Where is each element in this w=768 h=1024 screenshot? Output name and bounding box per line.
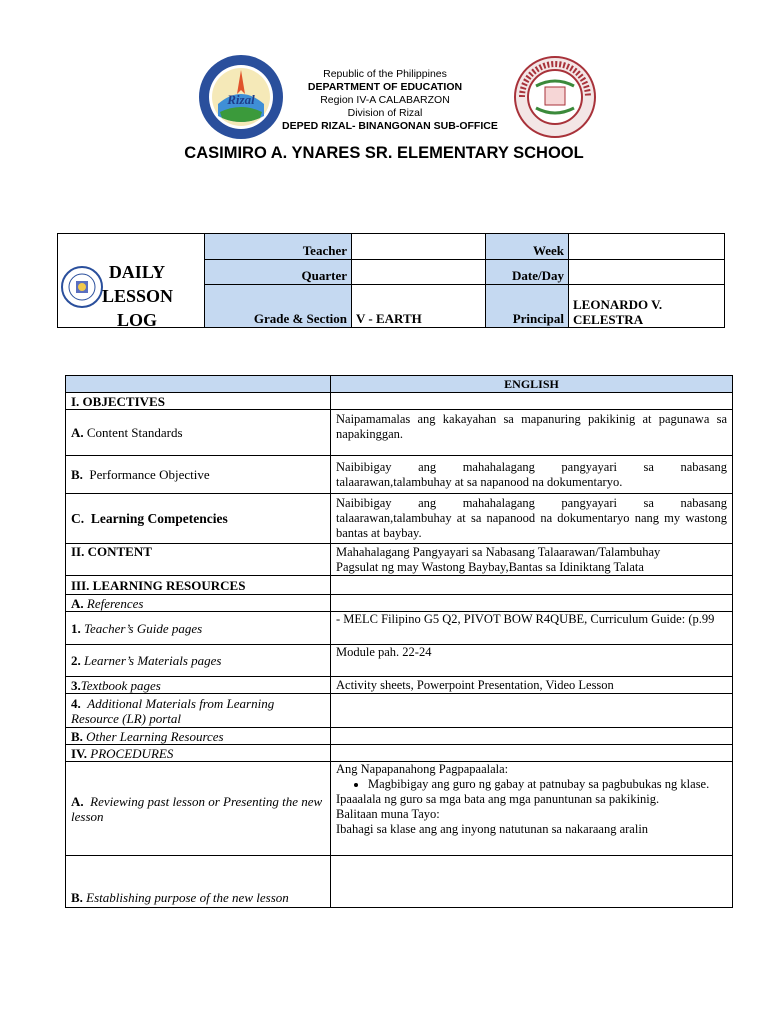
table-row: [66, 856, 733, 908]
competencies-value: Naibibigay ang mahahalagang pangyayari sa nabasang talaarawan,talambuhay at sa napanood na dokumentaryo nang my wastong bantas at baybay.: [331, 494, 733, 544]
table-header-row: [66, 376, 733, 393]
department-text: DEPARTMENT OF EDUCATION: [307, 81, 463, 93]
school-seal-logo: [514, 56, 596, 138]
references-label: References: [86, 595, 144, 611]
division-text: Division of Rizal: [347, 107, 423, 119]
grade-label: Grade & Section: [205, 285, 352, 328]
purpose-letter: B.: [71, 890, 83, 905]
lm-letter: 2.: [71, 653, 81, 668]
dll-title-line2: LESSON: [102, 286, 174, 306]
review-line4: Ibahagi sa klase ang ang inyong natutunan sa nakaraang aralin: [336, 822, 649, 836]
objectives-heading: I. OBJECTIVES: [66, 393, 331, 410]
table-row: [66, 762, 733, 856]
review-label: Reviewing past lesson or Presenting the new lesson: [71, 793, 323, 824]
add-value: [331, 694, 733, 728]
deped-seal-icon: [61, 266, 103, 308]
review-letter: A.: [71, 793, 84, 809]
procedures-label: PROCEDURES: [90, 745, 174, 761]
performance-value: Naibibigay ang mahahalagang pangyayari sa nabasang talaarawan,talambuhay at sa napanood na dokumentaryo.: [331, 456, 733, 494]
review-value: [331, 762, 733, 856]
tg-value: - MELC Filipino G5 Q2, PIVOT BOW R4QUBE, Curriculum Guide: (p.99: [331, 612, 733, 645]
lesson-table: [65, 375, 733, 908]
teacher-value: [352, 234, 486, 260]
add-letter: 4.: [71, 695, 81, 711]
tg-label: Teacher’s Guide pages: [84, 620, 203, 636]
table-row: [66, 694, 733, 728]
performance-letter: B.: [71, 467, 83, 482]
table-row: [66, 728, 733, 745]
table-row: [66, 576, 733, 595]
dll-info-table: [57, 233, 725, 328]
purpose-label: Establishing purpose of the new lesson: [86, 890, 289, 905]
quarter-value: [352, 260, 486, 285]
deped-rizal-logo: [198, 54, 284, 140]
lm-label: Learner’s Materials pages: [84, 653, 222, 668]
tb-letter: 3.: [71, 677, 81, 693]
republic-text: Republic of the Philippines: [323, 68, 447, 80]
dll-title-line3: LOG: [116, 310, 157, 330]
table-row: [66, 677, 733, 694]
region-text: Region IV-A CALABARZON: [320, 94, 450, 106]
school-name: CASIMIRO A. YNARES SR. ELEMENTARY SCHOOL: [184, 144, 584, 162]
date-value: [569, 260, 725, 285]
table-row: [66, 745, 733, 762]
content-value-line1: Mahahalagang Pangyayari sa Nabasang Talaarawan/Talambuhay: [336, 544, 661, 559]
review-bullet: • Magbibigay ang guro ng gabay at patnubay sa pagbubukas ng klase.: [368, 777, 727, 792]
week-value: [569, 234, 725, 260]
review-line2: Ipaaalala ng guro sa mga bata ang mga panuntunan sa pakikinig.: [336, 792, 660, 806]
resources-heading: III. LEARNING RESOURCES: [66, 576, 331, 595]
table-row: [66, 456, 733, 494]
dll-title: [102, 260, 172, 332]
table-row: [66, 595, 733, 612]
references-letter: A.: [71, 595, 84, 611]
principal-label: Principal: [486, 285, 569, 328]
teacher-label: Teacher: [205, 234, 352, 260]
tb-label: Textbook pages: [80, 677, 161, 693]
quarter-label: Quarter: [205, 260, 352, 285]
date-label: Date/Day: [486, 260, 569, 285]
tg-letter: 1.: [71, 620, 81, 636]
other-letter: B.: [71, 728, 83, 744]
content-value-line2: Pagsulat ng may Wastong Baybay,Bantas sa Idiniktang Talata: [336, 559, 644, 574]
add-label: Additional Materials from Learning Resource (LR) portal: [71, 695, 275, 726]
dll-title-line1: DAILY: [108, 262, 166, 282]
performance-label: Performance Objective: [89, 467, 210, 482]
review-line1: Ang Napapanahong Pagpapaalala:: [336, 762, 509, 776]
table-row: [66, 494, 733, 544]
table-row: [66, 645, 733, 677]
content-value: [331, 544, 733, 576]
dll-title-cell: [58, 234, 205, 328]
grade-value: V - EARTH: [352, 285, 486, 328]
lm-value: Module pah. 22-24: [331, 645, 733, 677]
purpose-value: [331, 856, 733, 908]
content-standards-value: Naipamamalas ang kakayahan sa mapanuring pakikinig at pagunawa sa napakinggan.: [331, 410, 733, 456]
principal-value: LEONARDO V. CELESTRA: [569, 285, 725, 328]
content-heading: II. CONTENT: [66, 544, 331, 576]
review-line3: Balitaan muna Tayo:: [336, 807, 440, 821]
content-standards-letter: A.: [71, 425, 84, 440]
suboffice-text: DEPED RIZAL- BINANGONAN SUB-OFFICE: [282, 120, 498, 132]
subject-header: ENGLISH: [331, 376, 733, 393]
week-label: Week: [486, 234, 569, 260]
other-label: Other Learning Resources: [86, 728, 224, 744]
table-row: [66, 393, 733, 410]
competencies-label: Learning Competencies: [90, 511, 228, 526]
other-value: [331, 728, 733, 745]
procedures-num: IV.: [71, 745, 88, 761]
tb-value: Activity sheets, Powerpoint Presentation, Video Lesson: [331, 677, 733, 694]
letterhead: [282, 68, 498, 133]
table-row: [66, 544, 733, 576]
table-row: [66, 410, 733, 456]
competencies-letter: C.: [71, 511, 85, 526]
content-standards-label: Content Standards: [86, 425, 183, 440]
table-row: [66, 612, 733, 645]
svg-text:Rizal: Rizal: [227, 92, 255, 107]
